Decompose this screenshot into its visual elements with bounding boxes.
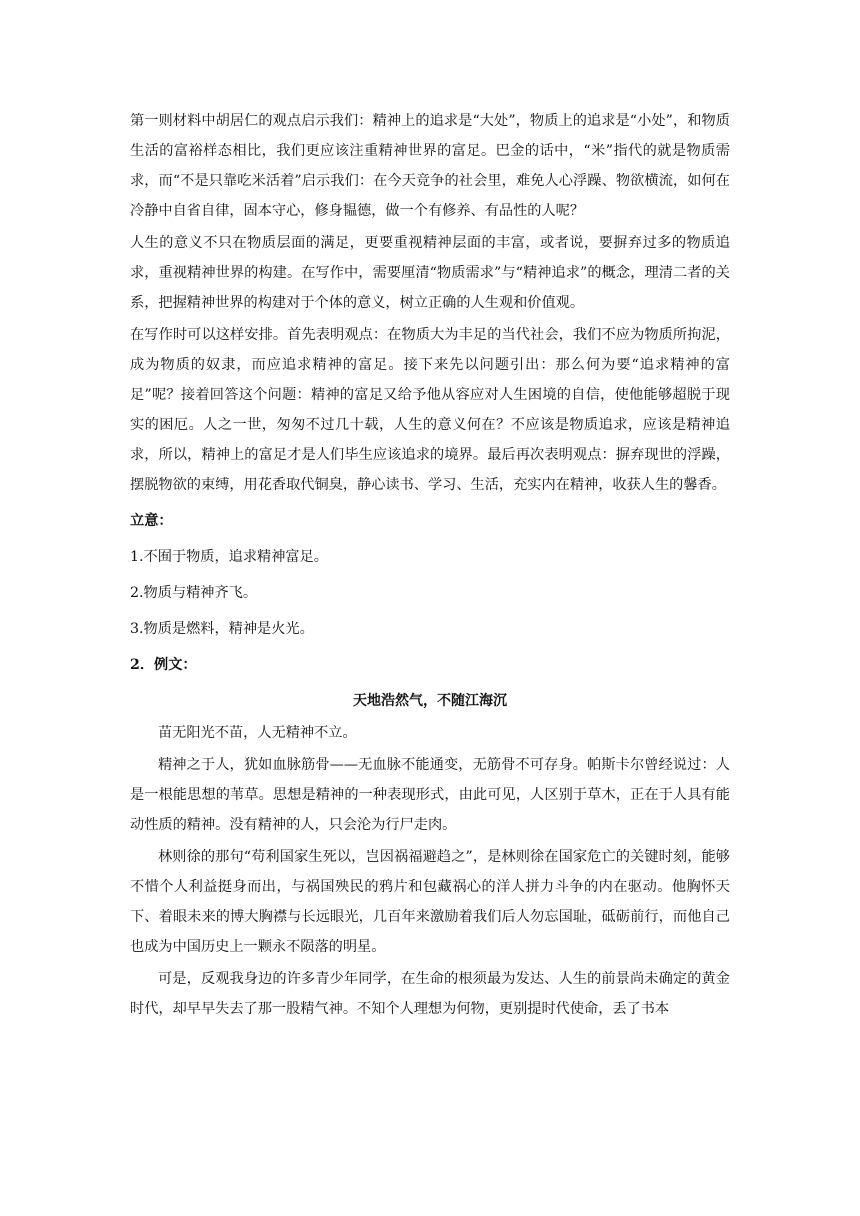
- sample-essay-heading: 2．例文：: [130, 657, 197, 673]
- idea-item-2: 2.物质与精神齐飞。: [130, 585, 258, 601]
- analysis-paragraph-3: 在写作时可以这样安排。首先表明观点：在物质大为丰足的当代社会，我们不应为物质所拘泥，成为物质的奴隶，而应追求精神的富足。接下来先以问题引出：那么何为要“追求精神的富足”呢？接着回答这个问题：精神的富足又给予他从容应对人生困境的自信，使他能够超脱于现实的困厄。人之一世，匆匆不过几十载，人生的意义何在？不应该是物质追求，应该是精神追求，所以，精神上的富足才是人们毕生应该追求的境界。最后再次表明观点：摒弃现世的浮躁，摆脱物欲的束缚，用花香取代铜臭，静心读书、学习、生活，充实内在精神，收获人生的馨香。: [130, 327, 730, 493]
- essay-paragraph-4: 可是，反观我身边的许多青少年同学，在生命的根须最为发达、人生的前景尚未确定的黄金时代，却早早失去了那一股精气神。不知个人理想为何物，更别提时代使命，丢了书本: [130, 971, 730, 1017]
- essay-paragraph-3: 林则徐的那句“苟利国家生死以，岂因祸福避趋之”，是林则徐在国家危亡的关键时刻，能够不惜个人利益挺身而出，与祸国殃民的鸦片和包藏祸心的洋人拼力斗争的内在驱动。他胸怀天下、着眼未来的博大胸襟与长远眼光，几百年来激励着我们后人勿忘国耻，砥砺前行，而他自己也成为中国历史上一颗永不陨落的明星。: [130, 849, 730, 955]
- idea-item-1: 1.不囿于物质，追求精神富足。: [130, 549, 328, 565]
- essay-title: 天地浩然气，不随江海沉: [353, 693, 507, 709]
- analysis-paragraph-1: 第一则材料中胡居仁的观点启示我们：精神上的追求是“大处”，物质上的追求是“小处”，和物质生活的富裕样态相比，我们更应该注重精神世界的富足。巴金的话中，“米”指代的就是物质需求，而“不是只靠吃米活着”启示我们：在今天竞争的社会里，难免人心浮躁、物欲横流，如何在冷静中自省自律，固本守心，修身韫德，做一个有修养、有品性的人呢？: [130, 113, 730, 219]
- ideas-heading: 立意：: [130, 513, 173, 529]
- essay-paragraph-2: 精神之于人，犹如血脉筋骨——无血脉不能通变，无筋骨不可存身。帕斯卡尔曾经说过：人是一根能思想的苇草。思想是精神的一种表现形式，由此可见，人区别于草木，正在于人具有能动性质的精神。没有精神的人，只会沦为行尸走肉。: [130, 757, 730, 833]
- essay-paragraph-1: 苗无阳光不苗，人无精神不立。: [158, 725, 357, 741]
- analysis-paragraph-2: 人生的意义不只在物质层面的满足，更要重视精神层面的丰富，或者说，要摒弃过多的物质追求，重视精神世界的构建。在写作中，需要厘清“物质需求”与“精神追求”的概念，理清二者的关系，把握精神世界的构建对于个体的意义，树立正确的人生观和价值观。: [130, 235, 730, 311]
- idea-item-3: 3.物质是燃料，精神是火光。: [130, 621, 314, 637]
- document-page: [130, 106, 730, 1026]
